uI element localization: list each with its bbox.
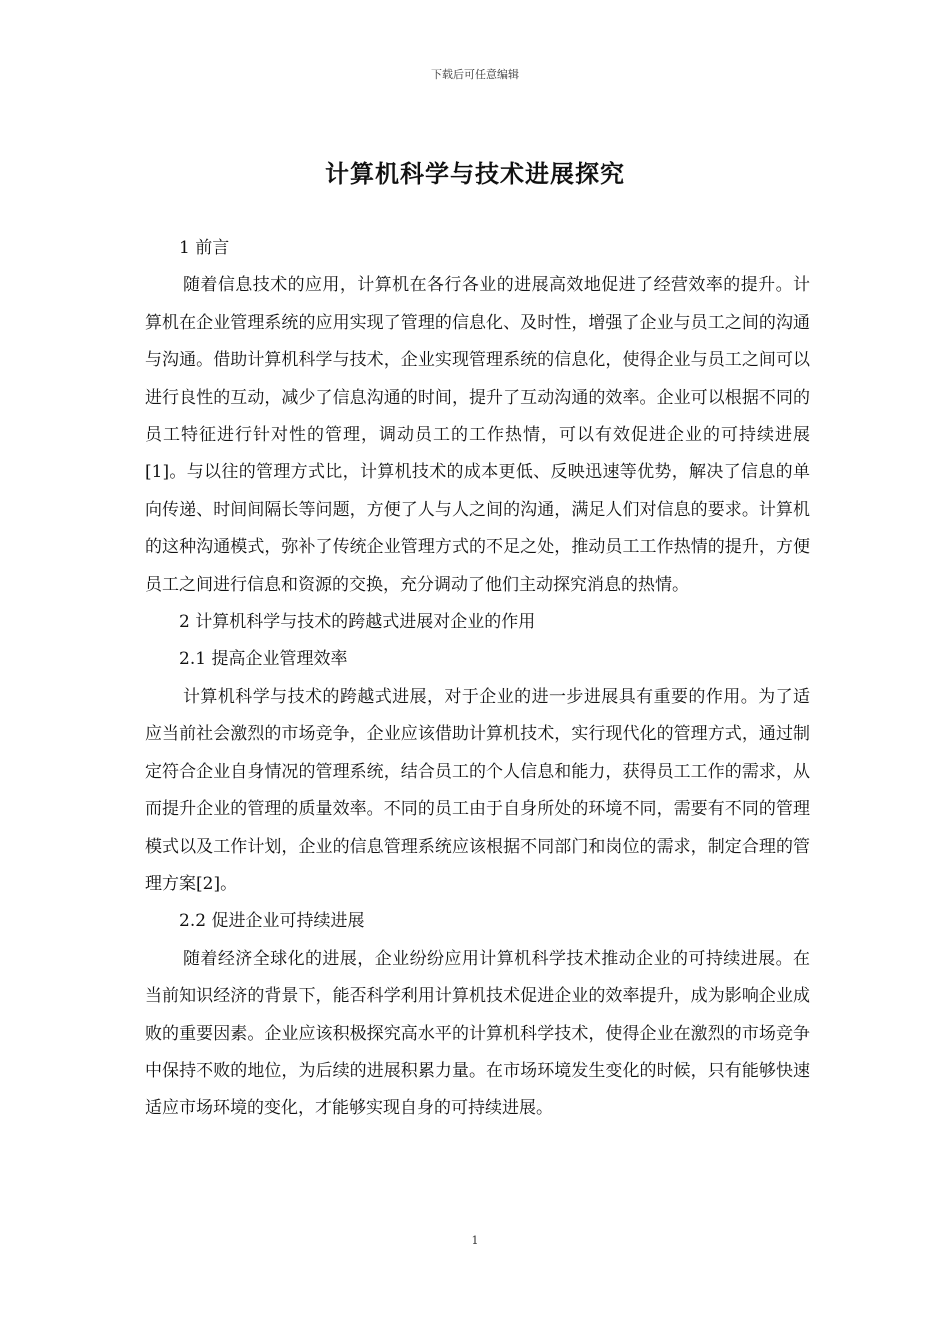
subsection-heading-2-1: 2.1 提高企业管理效率 bbox=[179, 649, 348, 670]
paragraph-preface: 随着信息技术的应用，计算机在各行各业的进展高效地促进了经营效率的提升。计算机在企业管理系统的应用实现了管理的信息化、及时性，增强了企业与员工之间的沟通与沟通。借助计算机科学与技术，企业实现管理系统的信息化，使得企业与员工之间可以进行良性的互动，减少了信息沟通的时间，提升了互动沟通的效率。企业可以根据不同的员工特征进行针对性的管理，调动员工的工作热情，可以有效促进企业的可持续进展[1]。与以往的管理方式比，计算机技术的成本更低、反映迅速等优势，解决了信息的单向传递、时间间隔长等问题，方便了人与人之间的沟通，满足人们对信息的要求。计算机的这种沟通模式，弥补了传统企业管理方式的不足之处，推动员工工作热情的提升，方便员工之间进行信息和资源的交换，充分调动了他们主动探究消息的热情。 bbox=[145, 275, 810, 595]
page-number: 1 bbox=[471, 1234, 479, 1247]
document-title: 计算机科学与技术进展探究 bbox=[325, 160, 625, 188]
section-heading-2: 2 计算机科学与技术的跨越式进展对企业的作用 bbox=[179, 612, 536, 633]
header-note: 下载后可任意编辑 bbox=[431, 68, 519, 81]
subsection-heading-2-2: 2.2 促进企业可持续进展 bbox=[179, 911, 365, 932]
paragraph-2-1: 计算机科学与技术的跨越式进展，对于企业的进一步进展具有重要的作用。为了适应当前社会激烈的市场竞争，企业应该借助计算机技术，实行现代化的管理方式，通过制定符合企业自身情况的管理系统，结合员工的个人信息和能力，获得员工工作的需求，从而提升企业的管理的质量效率。不同的员工由于自身所处的环境不同，需要有不同的管理模式以及工作计划，企业的信息管理系统应该根据不同部门和岗位的需求，制定合理的管理方案[2]。 bbox=[145, 686, 810, 894]
section-heading-preface: 1 前言 bbox=[179, 238, 230, 258]
paragraph-2-2: 随着经济全球化的进展，企业纷纷应用计算机科学技术推动企业的可持续进展。在当前知识经济的背景下，能否科学利用计算机技术促进企业的效率提升，成为影响企业成败的重要因素。企业应该积极探究高水平的计算机科学技术，使得企业在激烈的市场竞争中保持不败的地位，为后续的进展积累力量。在市场环境发生变化的时候，只有能够快速适应市场环境的变化，才能够实现自身的可持续进展。 bbox=[145, 948, 810, 1119]
document-body bbox=[145, 230, 810, 1128]
